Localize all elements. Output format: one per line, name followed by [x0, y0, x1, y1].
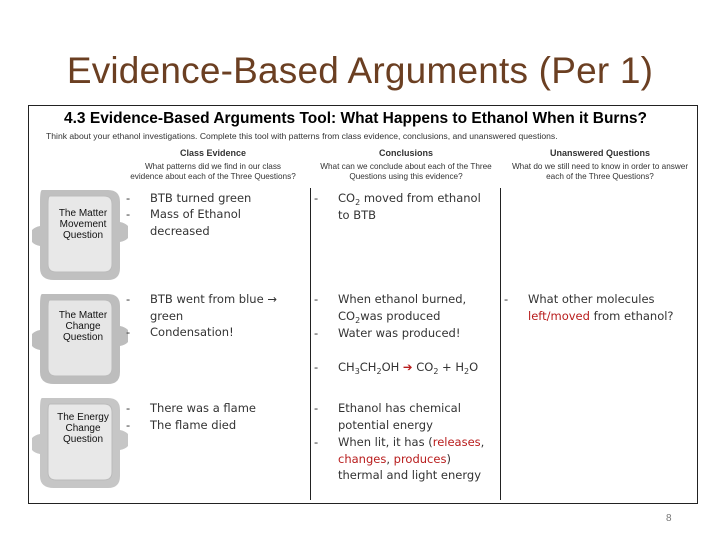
bullet: - — [314, 435, 319, 449]
column-title: Conclusions — [378, 148, 433, 158]
cell-r2-unanswered — [504, 291, 694, 331]
column-header-class-evidence — [128, 148, 298, 182]
column-title: Unanswered Questions — [549, 148, 651, 158]
evidence-item: Mass of Ethanol decreased — [150, 207, 241, 238]
cell-r3-conclusion — [314, 400, 494, 490]
column-title: Class Evidence — [179, 148, 247, 158]
chemical-equation — [338, 359, 478, 376]
cell-r1-conclusion — [314, 190, 494, 230]
text-co2: CO — [338, 191, 356, 205]
text-part: What other molecules — [528, 292, 655, 306]
column-header-unanswered — [510, 148, 690, 182]
bullet: - — [126, 292, 131, 306]
evidence-item: BTB went from blue → green — [150, 292, 277, 323]
text-part: thermal and light energy — [338, 468, 482, 482]
conclusion-item — [338, 434, 488, 484]
subscript: 2 — [355, 316, 361, 325]
column-divider — [310, 188, 311, 500]
text-rest: moved from ethanol to BTB — [338, 191, 481, 222]
subscript: 2 — [355, 198, 361, 207]
subscript: 2 — [376, 367, 382, 376]
conclusion-item — [338, 190, 488, 223]
bullet: - — [314, 191, 319, 205]
tool-instructions: Think about your ethanol investigations. Complete this tool with patterns from class evidence, conclusions, and unanswered questions. — [46, 131, 558, 141]
text-part: from ethanol? — [589, 308, 674, 323]
highlight-text: left/moved — [528, 308, 590, 323]
conclusion-line — [338, 308, 440, 325]
eq-part: CH — [338, 360, 355, 374]
eq-part: + H — [438, 360, 465, 374]
column-question: What patterns did we find in our class evidence about each of the Three Questions? — [130, 162, 296, 181]
cell-r1-evidence — [126, 190, 301, 250]
bullet: - — [314, 401, 319, 415]
subscript: 2 — [433, 367, 439, 376]
eq-part: CH — [359, 360, 377, 374]
conclusion-line: When ethanol burned, — [338, 292, 467, 306]
highlight-text: releases — [432, 435, 481, 449]
text-part: , — [480, 435, 485, 449]
bullet: - — [314, 326, 319, 340]
subscript: 2 — [464, 367, 470, 376]
evidence-item: There was a flame — [150, 401, 256, 415]
conclusion-line: Water was produced! — [338, 326, 461, 340]
bullet: - — [126, 418, 131, 432]
text-part: , — [386, 451, 394, 466]
bullet: - — [314, 360, 319, 374]
bullet: - — [126, 325, 131, 339]
slide-title: Evidence-Based Arguments (Per 1) — [66, 50, 654, 91]
bullet: - — [126, 207, 131, 221]
evidence-item: Condensation! — [150, 325, 234, 339]
cell-r2-evidence — [126, 291, 301, 351]
unanswered-question — [528, 291, 690, 324]
row-label-energy-change: The Energy Change Question — [57, 412, 109, 445]
conclusion-item: Ethanol has chemical potential energy — [338, 401, 461, 432]
arrow-icon: ➔ — [402, 360, 413, 374]
evidence-item: BTB turned green — [150, 191, 252, 205]
eq-part: O — [469, 360, 479, 374]
column-header-conclusions — [318, 148, 494, 182]
row-label-matter-change: The Matter Change Question — [58, 310, 108, 343]
bullet: - — [314, 292, 319, 306]
cell-r3-evidence — [126, 400, 301, 440]
bullet: - — [126, 401, 131, 415]
page-number: 8 — [666, 513, 672, 524]
bullet: - — [126, 191, 131, 205]
text-part: ) — [446, 451, 451, 466]
text-co2: CO — [338, 309, 356, 323]
highlight-text: produces — [393, 451, 447, 466]
cell-r2-conclusion — [314, 291, 494, 381]
evidence-item: The flame died — [150, 418, 237, 432]
subscript: 3 — [354, 367, 360, 376]
column-divider — [500, 188, 501, 500]
highlight-text: changes — [338, 451, 387, 466]
eq-part: CO — [412, 360, 434, 374]
row-label-matter-movement: The Matter Movement Question — [58, 208, 108, 241]
text-part: When lit, it has ( — [338, 435, 433, 449]
bullet: - — [504, 292, 509, 306]
text-rest: was produced — [360, 309, 441, 323]
column-question: What do we still need to know in order to answer each of the Three Questions? — [511, 162, 689, 181]
column-question: What can we conclude about each of the Three Questions using this evidence? — [320, 162, 492, 181]
tool-title: 4.3 Evidence-Based Arguments Tool: What Happens to Ethanol When it Burns? — [64, 110, 648, 127]
eq-part: OH — [381, 360, 403, 374]
